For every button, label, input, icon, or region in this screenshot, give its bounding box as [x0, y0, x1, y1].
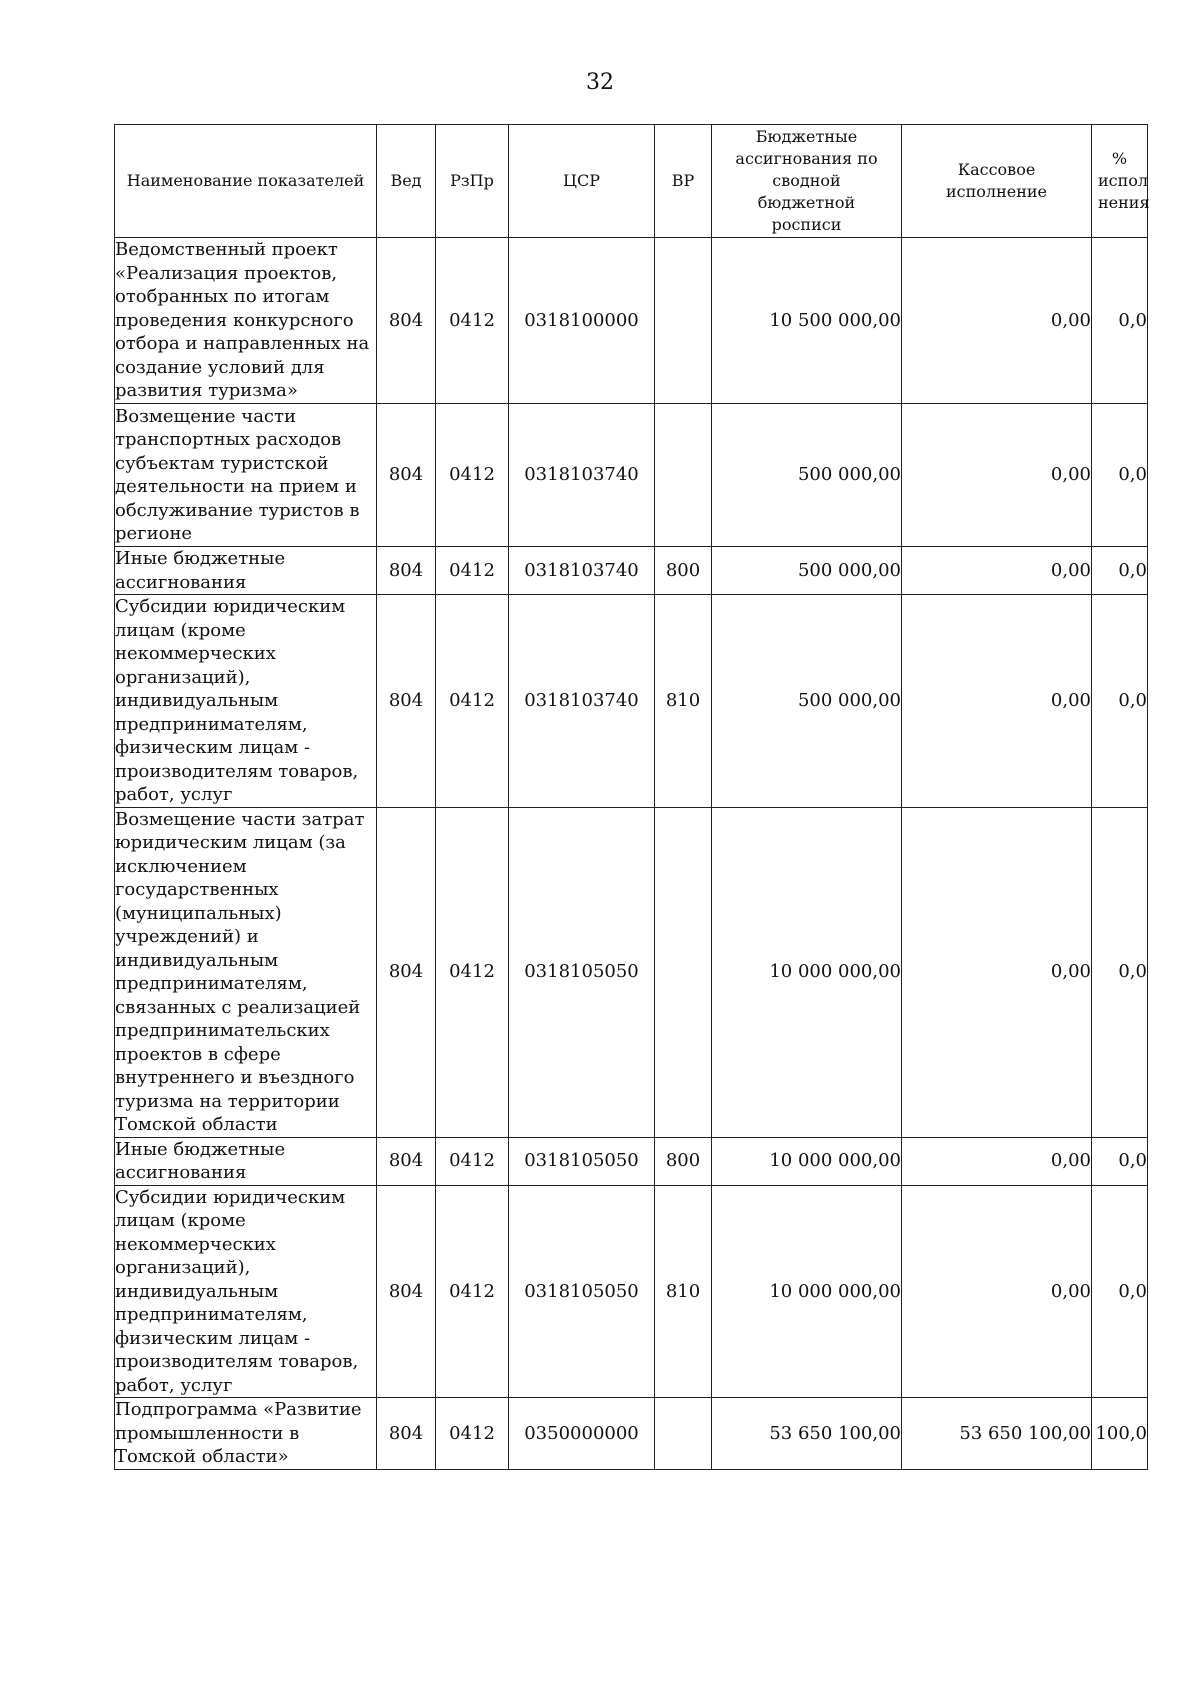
cell-name: Субсидии юридическим лицам (кроме некоммерческих организаций), индивидуальным предпринимателям, физическим лицам - производителям товаров, работ, услуг	[115, 595, 377, 808]
cell-ved: 804	[377, 595, 436, 808]
cell-rzpr: 0412	[436, 547, 509, 595]
cell-ved: 804	[377, 807, 436, 1137]
cell-ved: 804	[377, 1398, 436, 1470]
header-budget: Бюджетные ассигнования по сводной бюджетной росписи	[712, 125, 902, 238]
cell-budget: 500 000,00	[712, 547, 902, 595]
cell-percent: 0,0	[1092, 1185, 1148, 1398]
cell-csr: 0318103740	[509, 547, 655, 595]
cell-rzpr: 0412	[436, 595, 509, 808]
cell-budget: 500 000,00	[712, 404, 902, 547]
table-row	[115, 1398, 1148, 1470]
cell-cash: 0,00	[902, 404, 1092, 547]
header-cash: Кассовое исполнение	[902, 125, 1092, 238]
table-row	[115, 1137, 1148, 1185]
table-header-row	[115, 125, 1148, 238]
cell-csr: 0318100000	[509, 238, 655, 404]
cell-name: Подпрограмма «Развитие промышленности в Томской области»	[115, 1398, 377, 1470]
table-row	[115, 595, 1148, 808]
table-row	[115, 547, 1148, 595]
cell-rzpr: 0412	[436, 1398, 509, 1470]
cell-percent: 0,0	[1092, 595, 1148, 808]
cell-percent: 100,0	[1092, 1398, 1148, 1470]
cell-cash: 0,00	[902, 1137, 1092, 1185]
cell-vr: 800	[655, 547, 712, 595]
header-name: Наименование показателей	[115, 125, 377, 238]
cell-ved: 804	[377, 404, 436, 547]
cell-name: Возмещение части затрат юридическим лицам (за исключением государственных (муниципальных) учреждений) и индивидуальным предпринимателям, связанных с реализацией предпринимательских проектов в сфере внутреннего и въездного туризма на территории Томской области	[115, 807, 377, 1137]
cell-name: Иные бюджетные ассигнования	[115, 547, 377, 595]
cell-budget: 10 000 000,00	[712, 807, 902, 1137]
cell-cash: 0,00	[902, 238, 1092, 404]
cell-csr: 0350000000	[509, 1398, 655, 1470]
page-number: 32	[586, 70, 614, 95]
cell-rzpr: 0412	[436, 404, 509, 547]
cell-budget: 10 000 000,00	[712, 1137, 902, 1185]
cell-ved: 804	[377, 1185, 436, 1398]
cell-csr: 0318105050	[509, 807, 655, 1137]
table-row	[115, 404, 1148, 547]
header-rzpr: РзПр	[436, 125, 509, 238]
cell-ved: 804	[377, 547, 436, 595]
cell-vr: 810	[655, 595, 712, 808]
cell-budget: 500 000,00	[712, 595, 902, 808]
header-percent: % испол нения	[1092, 125, 1148, 238]
cell-cash: 53 650 100,00	[902, 1398, 1092, 1470]
cell-vr: 800	[655, 1137, 712, 1185]
budget-table	[114, 124, 1148, 1470]
cell-percent: 0,0	[1092, 807, 1148, 1137]
table-row	[115, 1185, 1148, 1398]
cell-cash: 0,00	[902, 595, 1092, 808]
cell-percent: 0,0	[1092, 404, 1148, 547]
cell-name: Ведомственный проект «Реализация проектов, отобранных по итогам проведения конкурсного отбора и направленных на создание условий для развития туризма»	[115, 238, 377, 404]
cell-budget: 53 650 100,00	[712, 1398, 902, 1470]
header-vr: ВР	[655, 125, 712, 238]
cell-percent: 0,0	[1092, 1137, 1148, 1185]
cell-rzpr: 0412	[436, 238, 509, 404]
header-ved: Вед	[377, 125, 436, 238]
cell-ved: 804	[377, 238, 436, 404]
cell-csr: 0318103740	[509, 404, 655, 547]
cell-cash: 0,00	[902, 547, 1092, 595]
header-csr: ЦСР	[509, 125, 655, 238]
cell-name: Иные бюджетные ассигнования	[115, 1137, 377, 1185]
cell-cash: 0,00	[902, 1185, 1092, 1398]
table-row	[115, 238, 1148, 404]
cell-percent: 0,0	[1092, 238, 1148, 404]
cell-percent: 0,0	[1092, 547, 1148, 595]
cell-budget: 10 500 000,00	[712, 238, 902, 404]
cell-rzpr: 0412	[436, 1185, 509, 1398]
cell-vr	[655, 238, 712, 404]
cell-budget: 10 000 000,00	[712, 1185, 902, 1398]
cell-csr: 0318105050	[509, 1185, 655, 1398]
cell-vr	[655, 404, 712, 547]
cell-name: Субсидии юридическим лицам (кроме некоммерческих организаций), индивидуальным предпринимателям, физическим лицам - производителям товаров, работ, услуг	[115, 1185, 377, 1398]
cell-cash: 0,00	[902, 807, 1092, 1137]
cell-vr: 810	[655, 1185, 712, 1398]
cell-rzpr: 0412	[436, 807, 509, 1137]
cell-rzpr: 0412	[436, 1137, 509, 1185]
cell-vr	[655, 807, 712, 1137]
cell-csr: 0318105050	[509, 1137, 655, 1185]
cell-name: Возмещение части транспортных расходов субъектам туристской деятельности на прием и обслуживание туристов в регионе	[115, 404, 377, 547]
cell-vr	[655, 1398, 712, 1470]
cell-csr: 0318103740	[509, 595, 655, 808]
table-row	[115, 807, 1148, 1137]
cell-ved: 804	[377, 1137, 436, 1185]
